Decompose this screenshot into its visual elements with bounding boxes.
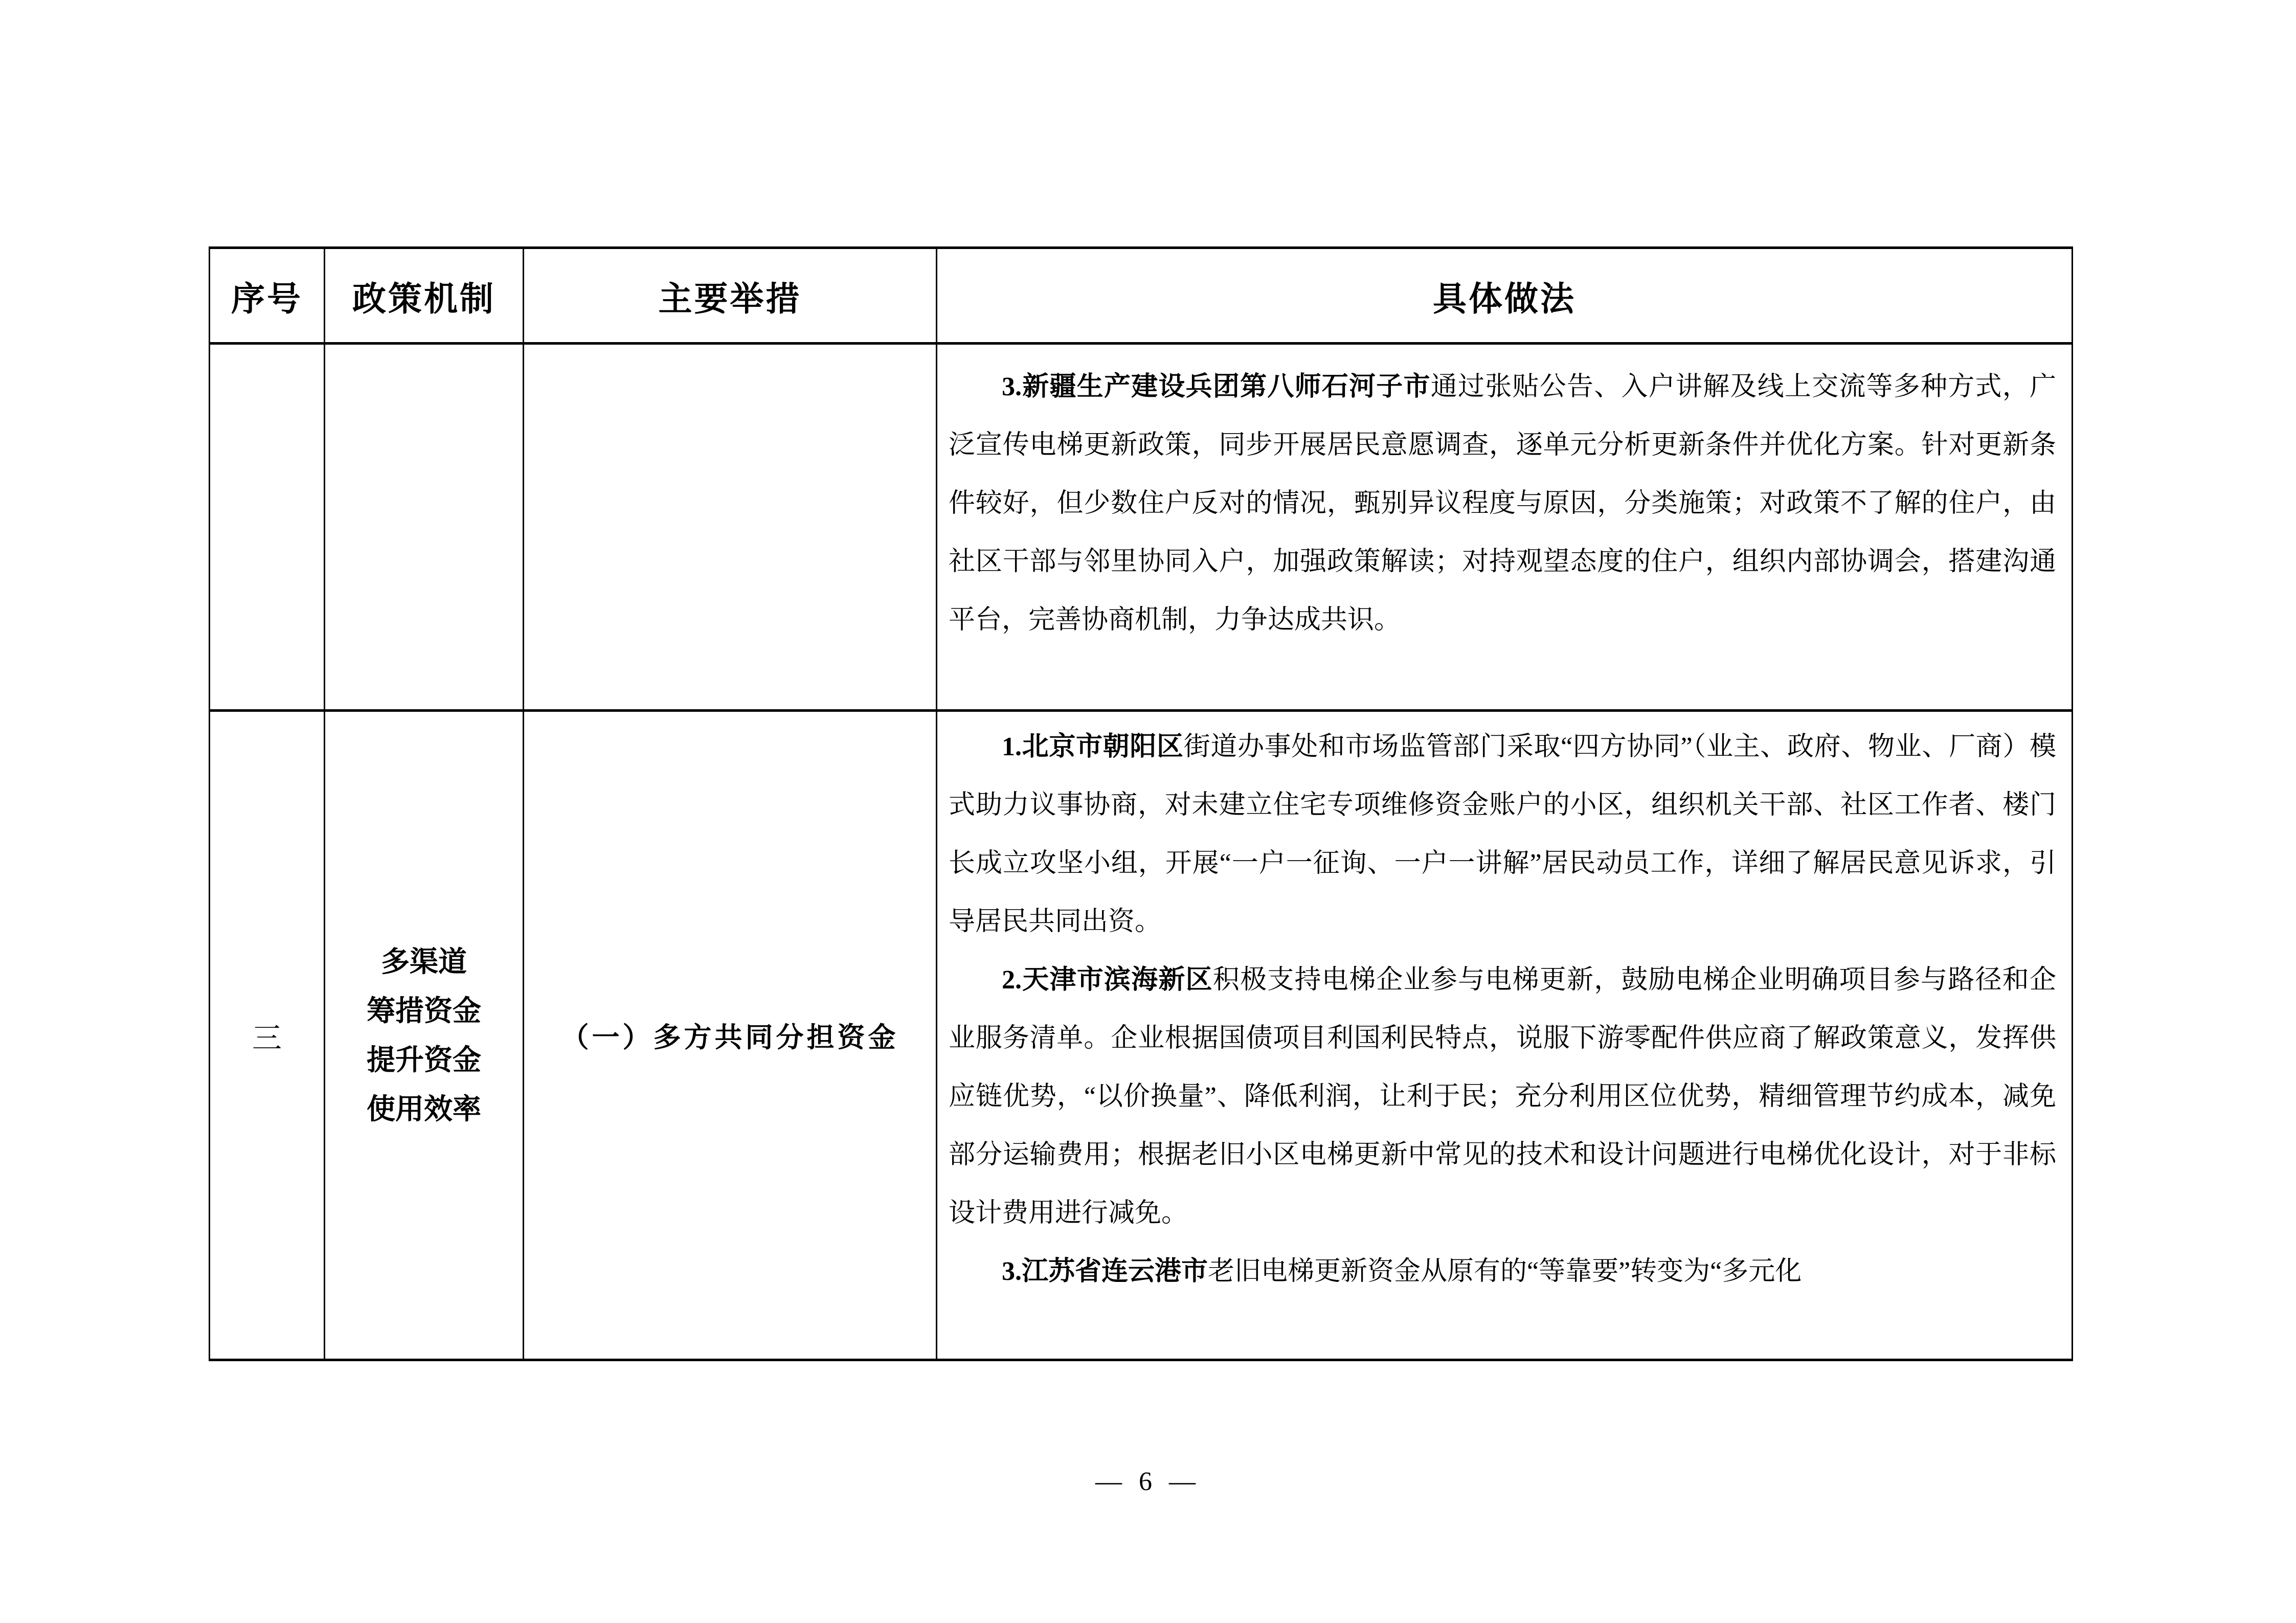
practice-lead: 2.天津市滨海新区 [1002, 965, 1213, 995]
practice-paragraph [949, 358, 2056, 649]
header-measure: 主要举措 [524, 248, 937, 344]
table-header-row [210, 248, 2073, 344]
seq-cell [210, 344, 325, 711]
mechanism-cell [325, 344, 524, 711]
practice-body: 通过张贴公告、入户讲解及线上交流等多种方式，广泛宣传电梯更新政策，同步开展居民意愿调查，逐单元分析更新条件并优化方案。针对更新条件较好，但少数住户反对的情况，甄别异议程度与原因，分类施策；对政策不了解的住户，由社区干部与邻里协同入户，加强政策解读；对持观望态度的住户，组织内部协调会，搭建沟通平台，完善协商机制，力争达成共识。 [949, 372, 2056, 635]
measure-cell [524, 344, 937, 711]
measure-cell: （一）多方共同分担资金 [524, 711, 937, 1360]
practices-text [937, 712, 2072, 1306]
practice-paragraph [949, 951, 2056, 1243]
mechanism-cell: 多渠道 筹措资金 提升资金 使用效率 [325, 711, 524, 1360]
practice-lead: 3.江苏省连云港市 [1002, 1257, 1208, 1286]
practice-body: 老旧电梯更新资金从原有的“等靠要”转变为“多元化 [1208, 1257, 1802, 1286]
practices-cell [937, 344, 2073, 711]
header-mechanism: 政策机制 [325, 248, 524, 344]
practice-lead: 1.北京市朝阳区 [1002, 732, 1184, 761]
practice-lead: 3.新疆生产建设兵团第八师石河子市 [1002, 372, 1431, 401]
page-number: — 6 — [1095, 1467, 1201, 1496]
practice-paragraph [949, 1243, 2056, 1301]
table-row [210, 344, 2073, 711]
practices-cell [937, 711, 2073, 1360]
practice-body: 街道办事处和市场监管部门采取“四方协同”（业主、政府、物业、厂商）模式助力议事协商，对未建立住宅专项维修资金账户的小区，组织机关干部、社区工作者、楼门长成立攻坚小组，开展“一户一征询、一户一讲解”居民动员工作，详细了解居民意见诉求，引导居民共同出资。 [949, 732, 2056, 936]
seq-cell: 三 [210, 711, 325, 1360]
header-practices: 具体做法 [937, 248, 2073, 344]
policy-table [209, 246, 2073, 1361]
header-seq: 序号 [210, 248, 325, 344]
practices-text [937, 345, 2072, 655]
practice-body: 积极支持电梯企业参与电梯更新，鼓励电梯企业明确项目参与路径和企业服务清单。企业根据国债项目利国利民特点，说服下游零配件供应商了解政策意义，发挥供应链优势，“以价换量”、降低利润，让利于民；充分利用区位优势，精细管理节约成本，减免部分运输费用；根据老旧小区电梯更新中常见的技术和设计问题进行电梯优化设计，对于非标设计费用进行减免。 [949, 965, 2056, 1228]
table-row [210, 711, 2073, 1360]
practice-paragraph [949, 718, 2056, 951]
